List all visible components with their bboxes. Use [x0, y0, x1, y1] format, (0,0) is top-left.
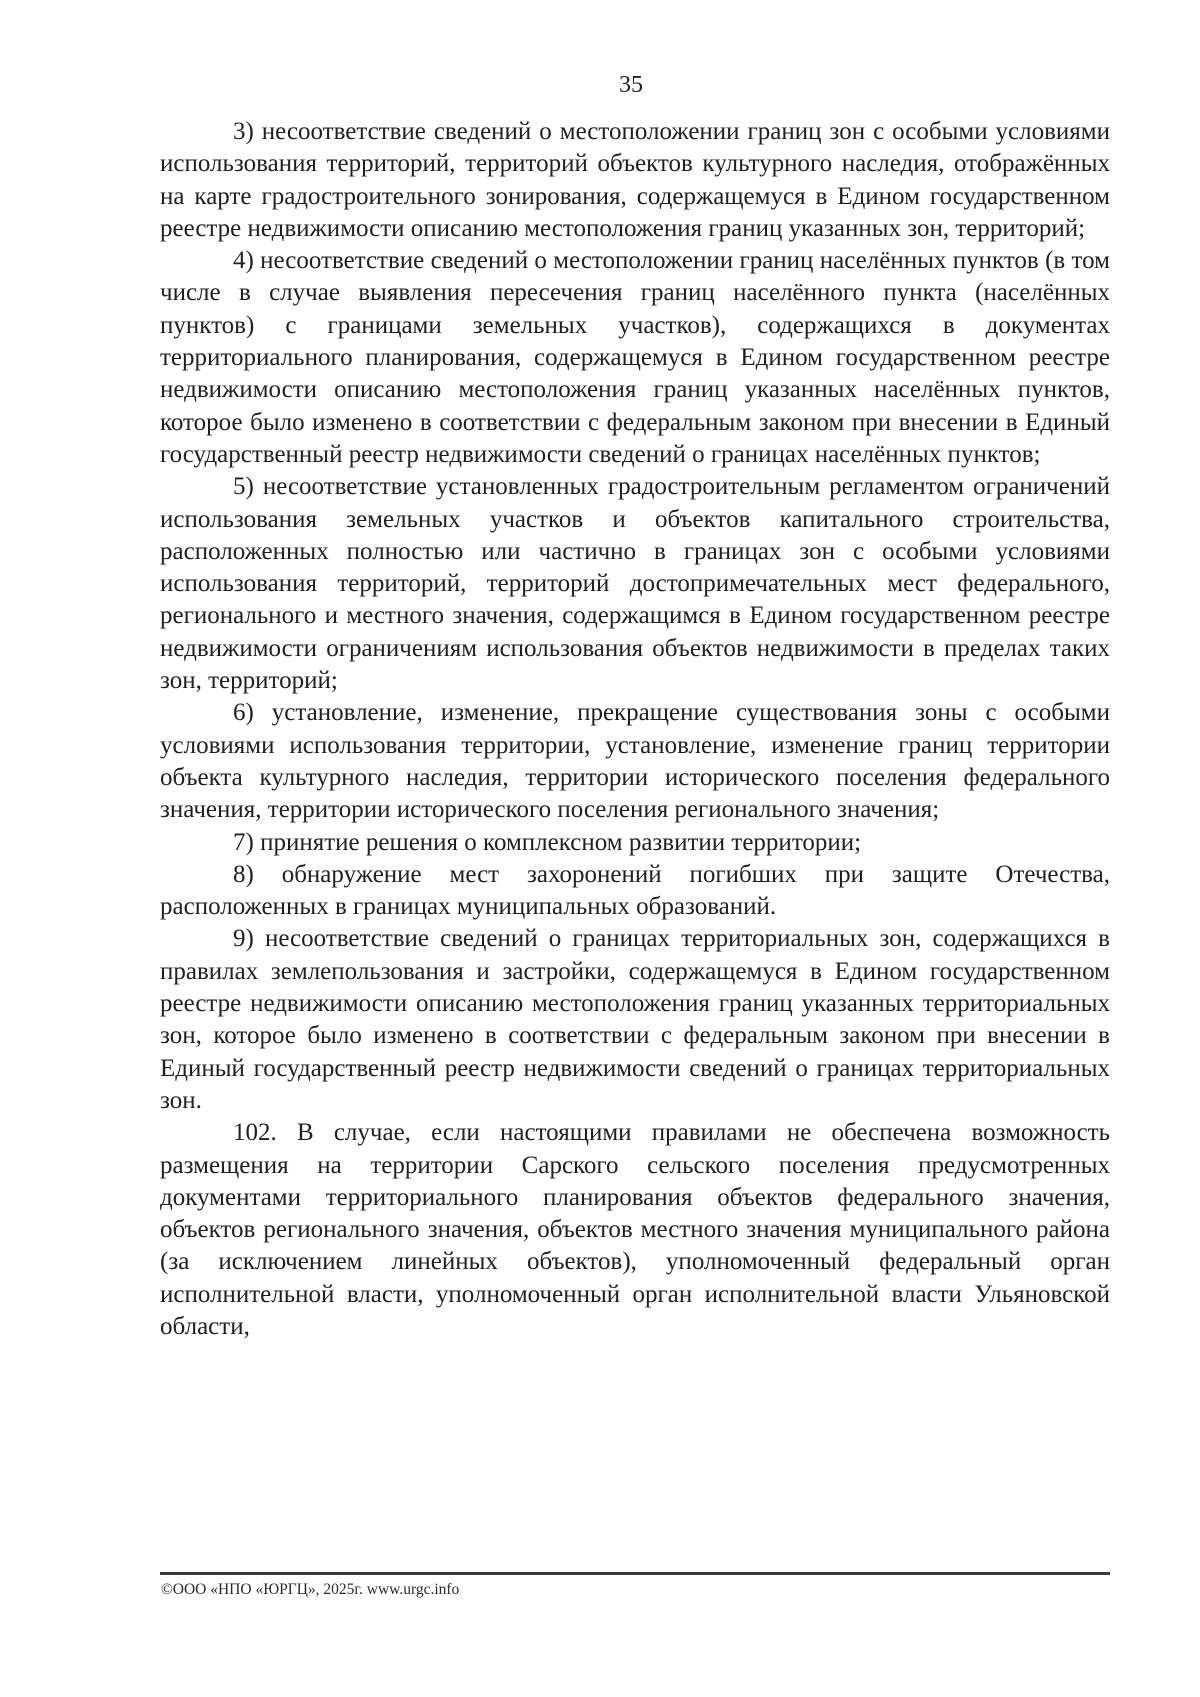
page-number: 35 [619, 72, 643, 98]
paragraph-item-7: 7) принятие решения о комплексном развитии территории; [233, 828, 862, 856]
paragraph-item-3: 3) несоответствие сведений о местоположении границ зон с особыми условиями использования территорий, территорий объектов культурного наследия, отображённых на карте градостроительного зонирования, содержащемуся в Едином государственном реестре недвижимости описанию местоположения границ указанных зон, территорий; [160, 118, 1110, 242]
paragraph-item-9: 9) несоответствие сведений о границах территориальных зон, содержащихся в правилах землепользования и застройки, содержащемуся в Едином государственном реестре недвижимости описанию местоположения границ указанных территориальных зон, которое было изменено в соответствии с федеральным законом при внесении в Единый государственный реестр недвижимости сведений о границах территориальных зон. [160, 925, 1110, 1114]
paragraph-item-5: 5) несоответствие установленных градостроительным регламентом ограничений использования земельных участков и объектов капитального строительства, расположенных полностью или частично в границах зон с особыми условиями использования территорий, территорий достопримечательных мест федерального, регионального и местного значения, содержащимся в Едином государственном реестре недвижимости ограничениям использования объектов недвижимости в пределах таких зон, территорий; [160, 473, 1110, 695]
paragraph-item-8: 8) обнаружение мест захоронений погибших при защите Отечества, расположенных в границах муниципальных образований. [160, 860, 1110, 921]
footer-divider [160, 1572, 1110, 1575]
paragraph-item-4: 4) несоответствие сведений о местоположении границ населённых пунктов (в том числе в случае выявления пересечения границ населённого пункта (населённых пунктов) с границами земельных участков), содержащихся в документах территориального планирования, содержащемуся в Едином государственном реестре недвижимости описанию местоположения границ указанных населённых пунктов, которое было изменено в соответствии с федеральным законом при внесении в Единый государственный реестр недвижимости сведений о границах населённых пунктов; [160, 247, 1110, 468]
footer-copyright: ©ООО «НПО «ЮРГЦ», 2025г. www.urgc.info [161, 1581, 460, 1598]
paragraph-item-6: 6) установление, изменение, прекращение существования зоны с особыми условиями использования территории, установление, изменение границ территории объекта культурного наследия, территории исторического поселения федерального значения, территории исторического поселения регионального значения; [160, 699, 1110, 824]
paragraph-102: 102. В случае, если настоящими правилами не обеспечена возможность размещения на территории Сарского сельского поселения предусмотренных документами территориального планирования объектов федерального значения, объектов регионального значения, объектов местного значения муниципального района (за исключением линейных объектов), уполномоченный федеральный орган исполнительной власти, уполномоченный орган исполнительной власти Ульяновской области, [160, 1119, 1110, 1340]
document-body [160, 116, 1110, 1343]
